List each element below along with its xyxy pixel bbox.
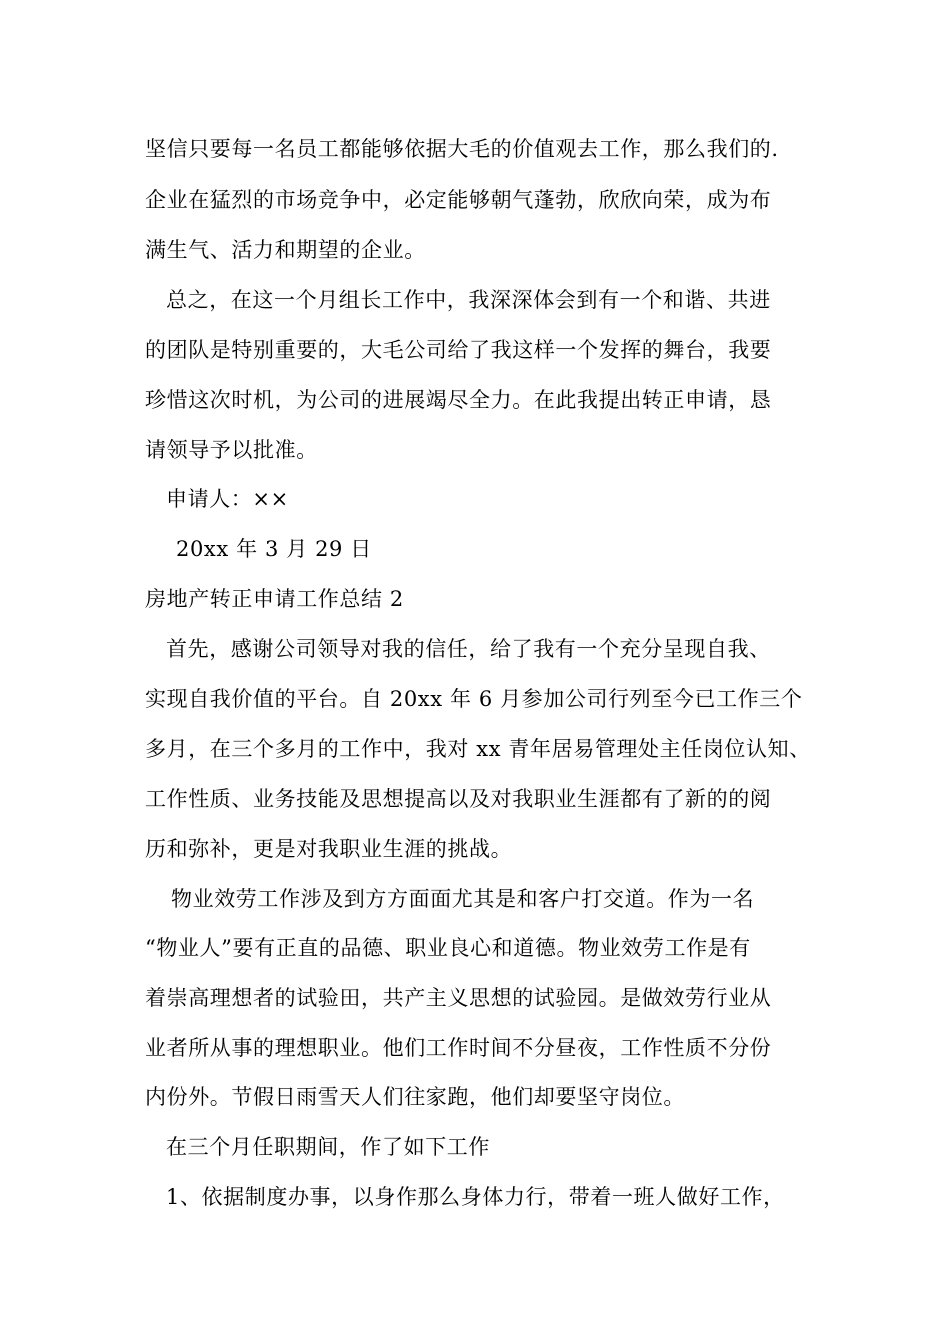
- text-line-19: 业者所从事的理想职业。他们工作时间不分昼夜，工作性质不分份: [145, 1036, 772, 1060]
- text-line-16: 物业效劳工作涉及到方方面面尤其是和客户打交道。作为一名: [171, 887, 755, 911]
- text-line-20: 内份外。节假日雨雪天人们往家跑，他们却要坚守岗位。: [145, 1085, 685, 1109]
- text-line-21: 在三个月任职期间，作了如下工作: [166, 1135, 490, 1159]
- text-line-17: “物业人”要有正直的品德、职业良心和道德。物业效劳工作是有: [145, 936, 751, 960]
- text-line-15: 历和弥补，更是对我职业生涯的挑战。: [145, 837, 513, 861]
- text-line-14: 工作性质、业务技能及思想提高以及对我职业生涯都有了新的的阅: [145, 787, 772, 811]
- text-line-12: 实现自我价值的平台。自 20xx 年 6 月参加公司行列至今已工作三个: [145, 687, 803, 711]
- text-line-5: 的团队是特别重要的，大毛公司给了我这样一个发挥的舞台，我要: [145, 338, 772, 362]
- section-heading: 房地产转正申请工作总结 2: [145, 587, 404, 611]
- text-line-7: 请领导予以批准。: [145, 438, 318, 462]
- text-line-11: 首先，感谢公司领导对我的信任，给了我有一个充分呈现自我、: [166, 637, 771, 661]
- signature-date: 20xx 年 3 月 29 日: [176, 537, 372, 561]
- text-line-4: 总之，在这一个月组长工作中，我深深体会到有一个和谐、共进: [166, 288, 771, 312]
- text-line-6: 珍惜这次时机，为公司的进展竭尽全力。在此我提出转正申请，恳: [145, 388, 772, 412]
- text-line-2: 企业在猛烈的市场竞争中，必定能够朝气蓬勃，欣欣向荣，成为布: [145, 188, 772, 212]
- signature-applicant: 申请人：××: [166, 487, 289, 511]
- text-line-13: 多月，在三个多月的工作中，我对 xx 青年居易管理处主任岗位认知、: [145, 737, 811, 761]
- text-line-3: 满生气、活力和期望的企业。: [145, 238, 426, 262]
- text-line-22: 1、依据制度办事，以身作那么身体力行，带着一班人做好工作，: [166, 1185, 785, 1209]
- text-line-1: 坚信只要每一名员工都能够依据大毛的价值观去工作，那么我们的.: [145, 137, 779, 161]
- text-line-18: 着崇高理想者的试验田，共产主义思想的试验园。是做效劳行业从: [145, 986, 772, 1010]
